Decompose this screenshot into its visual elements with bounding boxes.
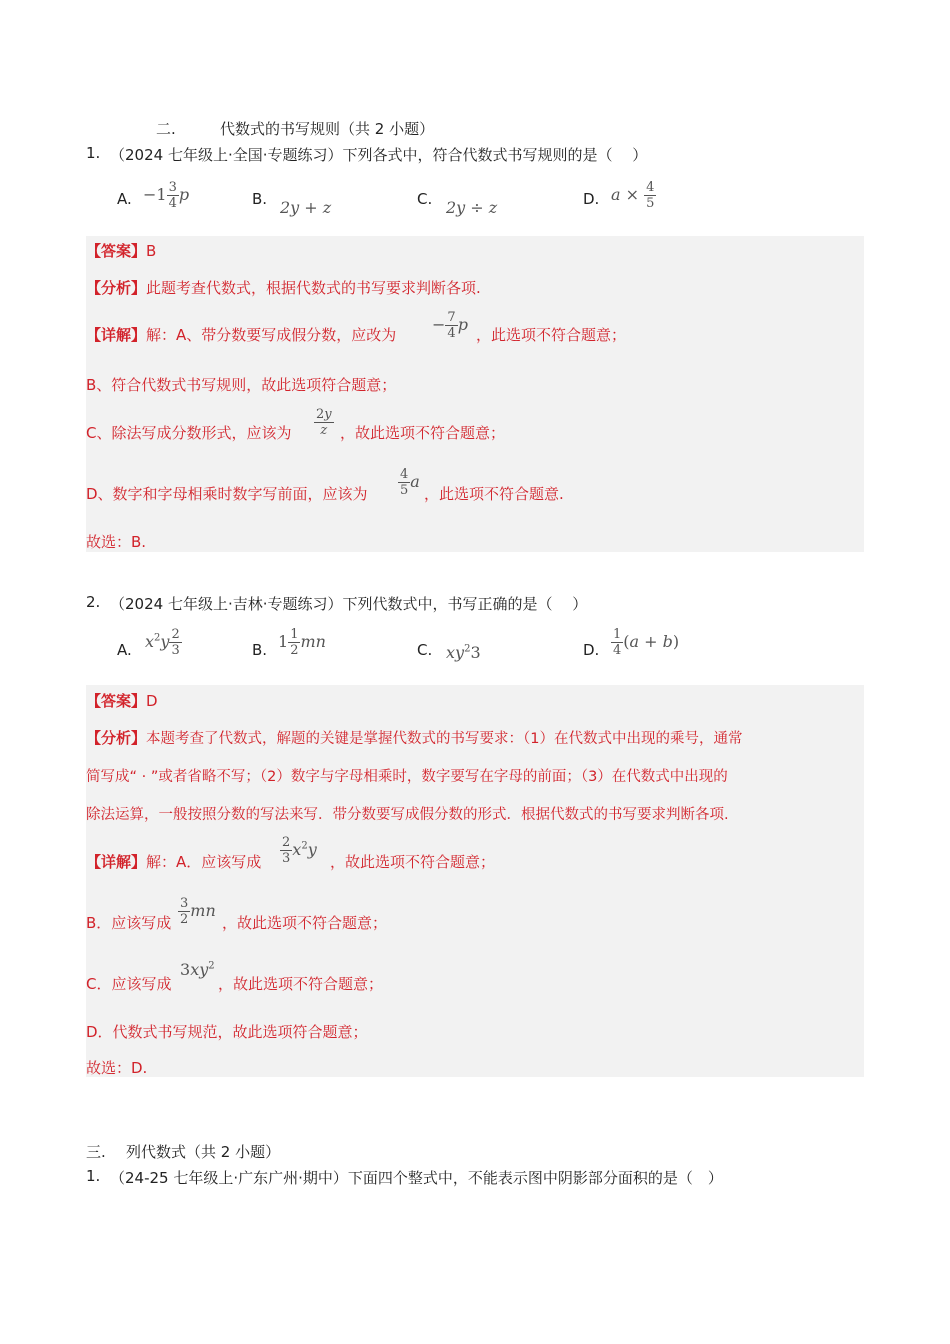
detail-a-expression: $\frac{2}{3}$ $x^2y$ — [282, 835, 317, 866]
option-c-label: C. — [417, 190, 433, 208]
analysis-line-3: 除法运算，一般按照分数的写法来写．带分数要写成假分数的形式．根据代数式的书写要求判断各项. — [86, 807, 729, 823]
detail-d-line: D、数字和字母相乘时数字写前面，应该为 — [86, 485, 368, 503]
detail-b-line: B、符合代数式书写规则，故此选项符合题意； — [86, 376, 397, 394]
option-c-expression: 2y ÷ z — [446, 198, 498, 217]
question-text: （2024 七年级上·全国·专题练习）下列各式中，符合代数式书写规则的是（ ） — [110, 146, 648, 164]
conclusion: 故选：D. — [86, 1059, 148, 1077]
option-a-label: A. — [117, 641, 132, 659]
answer-line: 【答案】D — [86, 692, 158, 710]
analysis-line-2: 简写成“ · ”或者省略不写；（2）数字与字母相乘时，数字要写在字母的前面；（3）在代数式中出现的 — [86, 769, 728, 785]
section-number: 三. — [86, 1143, 106, 1161]
detail-d-end: ，此选项不符合题意. — [424, 485, 564, 503]
detail-b-expression: $\frac{3}{2}$ mn — [180, 896, 216, 927]
detail-a-expression: − $\frac{7}{4}$ p — [432, 310, 468, 341]
detail-c-line: C．应该写成 — [86, 975, 172, 993]
detail-c-line: C、除法写成分数形式，应该为 — [86, 424, 292, 442]
section-title: 列代数式（共 2 小题） — [126, 1143, 281, 1161]
detail-a-end: ，故此选项不符合题意； — [330, 853, 496, 871]
option-b-label: B. — [252, 190, 268, 208]
detail-c-end: ，故此选项不符合题意； — [218, 975, 384, 993]
analysis-line: 【分析】此题考查代数式，根据代数式的书写要求判断各项. — [86, 279, 481, 297]
question-text: （2024 七年级上·吉林·专题练习）下列代数式中，书写正确的是（ ） — [110, 595, 588, 613]
option-d-label: D. — [583, 641, 600, 659]
option-d-label: D. — [583, 190, 600, 208]
section-title: 代数式的书写规则（共 2 小题） — [220, 120, 435, 138]
option-a-label: A. — [117, 190, 132, 208]
option-a-expression: −1 $\frac{3}{4}$ p — [143, 180, 190, 211]
section-number: 二. — [156, 120, 176, 138]
option-a-expression: $x^2y$ $\frac{2}{3}$ — [145, 627, 180, 658]
question-number: 1. — [86, 144, 101, 162]
detail-c-expression: $\frac{2y}{z}$ — [316, 407, 332, 438]
detail-a-line: 【详解】解：A．应该写成 — [86, 853, 262, 871]
detail-a-line: 【详解】解：A、带分数要写成假分数，应改为 — [86, 326, 397, 344]
conclusion: 故选：B. — [86, 533, 147, 551]
option-d-expression: $\frac{1}{4}$ (a + b) — [613, 627, 680, 658]
detail-b-line: B．应该写成 — [86, 914, 172, 932]
detail-c-end: ，故此选项不符合题意； — [340, 424, 506, 442]
analysis-line-1: 【分析】本题考查了代数式，解题的关键是掌握代数式的书写要求：（1）在代数式中出现的乘号，通常 — [86, 729, 743, 747]
question-text: （24-25 七年级上·广东广州·期中）下面四个整式中，不能表示图中阴影部分面积的是（ ） — [110, 1169, 723, 1187]
detail-b-end: ，故此选项不符合题意； — [222, 914, 388, 932]
detail-d-line: D．代数式书写规范，故此选项符合题意； — [86, 1023, 368, 1041]
option-c-label: C. — [417, 641, 433, 659]
answer-line: 【答案】B — [86, 242, 157, 260]
option-b-expression: 2y + z — [280, 198, 332, 217]
detail-d-expression: $\frac{4}{5}$ a — [400, 467, 420, 498]
option-d-expression: a × $\frac{4}{5}$ — [611, 180, 655, 211]
question-number: 1. — [86, 1167, 101, 1185]
detail-c-expression: $3xy^2$ — [180, 960, 215, 979]
question-number: 2. — [86, 593, 101, 611]
detail-a-end: ，此选项不符合题意； — [476, 326, 627, 344]
option-b-label: B. — [252, 641, 268, 659]
option-b-expression: 1 $\frac{1}{2}$ mn — [278, 627, 326, 658]
option-c-expression: $xy^23$ — [446, 643, 481, 662]
